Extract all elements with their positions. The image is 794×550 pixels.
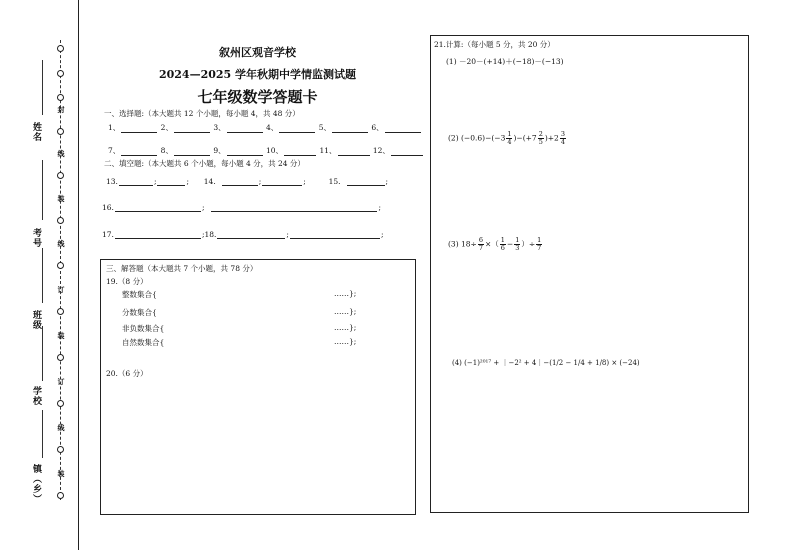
semicolon: ; bbox=[286, 230, 289, 239]
choice-num-12: 12、 bbox=[372, 146, 390, 155]
semicolon: ; bbox=[385, 177, 389, 186]
choice-num-11: 11、 bbox=[319, 146, 337, 155]
q21-part3-text: − bbox=[506, 239, 514, 249]
fraction: $\frac{1}{4}$ bbox=[507, 130, 512, 146]
binding-hole bbox=[57, 354, 64, 361]
binding-hole bbox=[57, 45, 64, 52]
binding-hole bbox=[57, 308, 64, 315]
set-answer-area-integers[interactable] bbox=[170, 289, 330, 301]
q21-part3-text: ）÷ bbox=[521, 239, 536, 249]
set-end: ……}; bbox=[334, 307, 357, 316]
choice-num-5: 5、 bbox=[318, 123, 331, 132]
q20-label: 20.（6 分） bbox=[106, 369, 148, 378]
fill-row-3 bbox=[102, 229, 383, 239]
binding-hole bbox=[57, 446, 64, 453]
school-line[interactable] bbox=[42, 326, 43, 381]
seal-char: 装 bbox=[57, 195, 66, 203]
choice-num-3: 3、 bbox=[213, 123, 226, 132]
choice-num-8: 8、 bbox=[160, 146, 173, 155]
q21-part4: (4) (−1)²⁰¹⁷ + ｜−2² + 4｜−(1/2 − 1/4 + 1/8) × (−24) bbox=[452, 359, 640, 367]
semicolon: ; bbox=[186, 177, 189, 186]
seal-char: 线 bbox=[57, 424, 66, 432]
fill-num-13: 13. bbox=[106, 177, 118, 186]
fraction: $\frac{3}{4}$ bbox=[560, 130, 565, 146]
binding-outer-line bbox=[78, 0, 79, 550]
fraction: $\frac{6}{7}$ bbox=[478, 236, 483, 252]
choice-num-9: 9、 bbox=[213, 146, 226, 155]
choice-num-10: 10、 bbox=[266, 146, 284, 155]
section3-title: 三、解答题（本大题共 7 个小题，共 78 分） bbox=[106, 264, 258, 273]
choice-num-2: 2、 bbox=[160, 123, 173, 132]
q21-answer-area-2[interactable] bbox=[436, 152, 742, 232]
answer-blank-8[interactable] bbox=[174, 146, 210, 156]
fraction: $\frac{1}{7}$ bbox=[537, 236, 542, 252]
answer-blank-3[interactable] bbox=[227, 123, 263, 133]
fill-num-16: 16. bbox=[102, 203, 114, 212]
fill-blank-14b[interactable] bbox=[262, 176, 302, 186]
card-title: 七年级数学答题卡 bbox=[197, 88, 318, 106]
choice-num-7: 7、 bbox=[108, 146, 121, 155]
exam-title: 2024—2025 学年秋期中学情监测试题 bbox=[158, 68, 357, 81]
semicolon: ; bbox=[258, 177, 262, 186]
fraction: $\frac{2}{5}$ bbox=[538, 130, 543, 146]
label-exam-number: 考号 bbox=[31, 228, 41, 248]
binding-hole bbox=[57, 70, 64, 77]
binding-hole bbox=[57, 128, 64, 135]
set-answer-area-natural[interactable] bbox=[174, 337, 330, 349]
q21-part3 bbox=[448, 237, 543, 252]
label-town: 镇（乡） bbox=[31, 464, 41, 504]
answer-blank-9[interactable] bbox=[227, 146, 263, 156]
answer-blank-10[interactable] bbox=[284, 146, 316, 156]
set-answer-area-nonnegative[interactable] bbox=[174, 323, 330, 335]
binding-hole bbox=[57, 94, 64, 101]
fill-blank-15[interactable] bbox=[347, 176, 385, 186]
fill-num-14: 14. bbox=[203, 177, 216, 186]
semicolon: ; bbox=[303, 177, 306, 186]
set-fractions: 分数集合{ bbox=[122, 308, 157, 317]
fill-blank-18a[interactable] bbox=[217, 229, 285, 239]
binding-hole bbox=[57, 492, 64, 499]
fill-num-17: 17. bbox=[102, 230, 114, 239]
fraction: $\frac{1}{6}$ bbox=[500, 236, 505, 252]
set-end: ……}; bbox=[334, 323, 357, 332]
fill-blank-18b[interactable] bbox=[290, 229, 380, 239]
q19-label: 19.（8 分） bbox=[106, 277, 148, 286]
seal-char: 装 bbox=[57, 332, 66, 340]
answer-blank-12[interactable] bbox=[391, 146, 423, 156]
semicolon: ; bbox=[201, 203, 205, 212]
answer-blank-1[interactable] bbox=[121, 123, 157, 133]
fill-blank-13a[interactable] bbox=[119, 176, 153, 186]
fill-blank-16a[interactable] bbox=[115, 202, 201, 212]
fill-row-1 bbox=[106, 176, 388, 186]
q21-part2-text: (2) (−0.6)−(−3 bbox=[448, 133, 506, 143]
answer-blank-5[interactable] bbox=[332, 123, 368, 133]
answer-blank-4[interactable] bbox=[279, 123, 315, 133]
seal-char: 订 bbox=[57, 378, 66, 386]
choice-num-6: 6、 bbox=[371, 123, 384, 132]
semicolon: ; bbox=[153, 177, 157, 186]
choice-num-1: 1、 bbox=[108, 123, 121, 132]
set-end: ……}; bbox=[334, 337, 357, 346]
set-natural: 自然数集合{ bbox=[122, 338, 165, 347]
choice-row-2 bbox=[108, 145, 424, 156]
binding-hole bbox=[57, 217, 64, 224]
name-line[interactable] bbox=[42, 60, 43, 115]
seal-char: 订 bbox=[57, 286, 66, 294]
answer-blank-11[interactable] bbox=[338, 146, 370, 156]
answer-blank-6[interactable] bbox=[385, 123, 421, 133]
semicolon: ; bbox=[378, 203, 381, 212]
q21-answer-area-1[interactable] bbox=[436, 68, 742, 126]
fill-blank-17[interactable] bbox=[115, 229, 201, 239]
exam-number-line[interactable] bbox=[42, 160, 43, 220]
fill-blank-13b[interactable] bbox=[157, 176, 185, 186]
section2-title: 二、填空题:（本大题共 6 个小题，每小题 4 分，共 24 分） bbox=[104, 159, 305, 168]
school-name: 叙州区观音学校 bbox=[219, 46, 296, 59]
q21-part2 bbox=[448, 131, 567, 146]
set-answer-area-fractions[interactable] bbox=[170, 307, 330, 319]
choice-row-1 bbox=[108, 122, 422, 133]
q21-part1: (1) －20－(+14)＋(−18)－(−13) bbox=[446, 57, 564, 66]
set-integers: 整数集合{ bbox=[122, 290, 157, 299]
answer-blank-2[interactable] bbox=[174, 123, 210, 133]
seal-char: 装 bbox=[57, 470, 66, 478]
label-name: 姓名 bbox=[31, 122, 41, 142]
q20-answer-area[interactable] bbox=[104, 382, 410, 510]
binding-hole bbox=[57, 262, 64, 269]
fill-num-15: 15. bbox=[328, 177, 341, 186]
q21-part2-text: )+2 bbox=[544, 133, 559, 143]
label-class: 班级 bbox=[31, 310, 41, 330]
q21-part2-text: )−(+7 bbox=[513, 133, 537, 143]
fraction: $\frac{1}{3}$ bbox=[515, 236, 520, 252]
q21-part3-text: (3) 18÷ bbox=[448, 239, 477, 249]
seal-char: 线 bbox=[57, 150, 66, 158]
section1-title: 一、选择题:（本大题共 12 个小题，每小题 4，共 48 分） bbox=[104, 109, 300, 118]
binding-hole bbox=[57, 172, 64, 179]
fill-blank-14a[interactable] bbox=[222, 176, 258, 186]
seal-char: 线 bbox=[57, 240, 66, 248]
answer-blank-7[interactable] bbox=[121, 146, 157, 156]
fill-blank-16b[interactable] bbox=[211, 202, 377, 212]
q21-part3-text: ×（ bbox=[484, 239, 499, 249]
set-nonnegative: 非负数集合{ bbox=[122, 324, 165, 333]
q21-answer-area-4[interactable] bbox=[436, 372, 742, 508]
fill-row-2 bbox=[102, 202, 381, 212]
class-line[interactable] bbox=[42, 248, 43, 303]
semicolon: ; bbox=[380, 230, 384, 239]
label-school: 学校 bbox=[31, 386, 41, 406]
q21-answer-area-3[interactable] bbox=[436, 262, 742, 352]
fill-num-18: ;18. bbox=[201, 230, 217, 239]
town-line[interactable] bbox=[42, 410, 43, 458]
binding-hole bbox=[57, 400, 64, 407]
set-end: ……}; bbox=[334, 289, 357, 298]
seal-char: 封 bbox=[57, 106, 66, 114]
choice-num-4: 4、 bbox=[266, 123, 279, 132]
q21-title: 21.计算:（每小题 5 分，共 20 分） bbox=[434, 40, 555, 49]
